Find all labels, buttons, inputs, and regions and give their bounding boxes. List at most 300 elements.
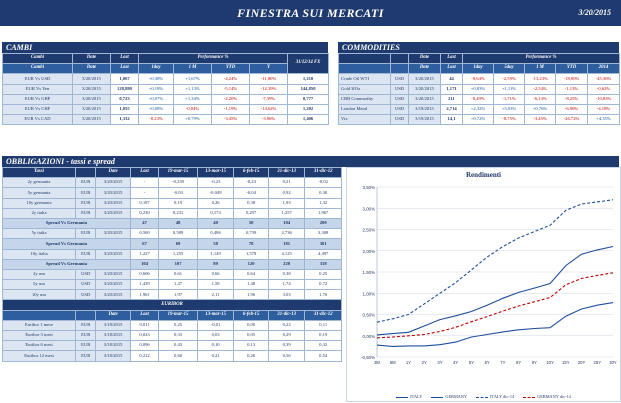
legend-item [396,394,422,399]
obbl-c2: 1,58 [197,280,234,290]
comm-name: Vix [339,115,391,125]
eur-c2: 0,21 [197,351,234,361]
cambi-name: EUR Vs CHF [3,104,73,114]
cambi-name: EUR Vs GBP [3,94,73,104]
obbl-date: 3/20/2015 [96,188,131,198]
obbl-c4: 0,92 [268,188,305,198]
comm-1day: -0,64% [463,74,494,84]
obbl-c5: 1,967 [305,208,342,218]
obbl-c5: 0,30 [305,188,342,198]
obbl-c4: 2,736 [268,229,305,239]
obbl-last: 1,961 [130,290,158,300]
obbl-col-c1: 19-mar-15 [159,168,198,178]
obbl-c1: 0,589 [159,229,198,239]
obbl-c1: 69 [159,239,198,249]
cambi-date: 3/20/2015 [73,94,111,104]
eur-col-last: Last [130,310,158,320]
table-row [339,94,620,104]
obbl-date: 3/20/2015 [96,229,131,239]
comm-col-performance: Performance % [463,54,620,64]
cambi-sub-1m: 1 M [174,64,212,74]
obbl-col-tassi: Tassi [3,168,76,178]
cambi-last: 1,055 [111,104,139,114]
header-banner [0,0,621,27]
comm-name: London Metal [339,104,391,114]
eur-col-c1: 19-mar-15 [159,310,198,320]
comm-ccy: USD [391,84,409,94]
cambi-ytd: -2,20% [212,94,250,104]
obbl-c3: 78 [234,239,269,249]
comm-last: 44 [441,74,463,84]
obbl-date: 3/20/2015 [96,249,131,259]
cambi-y: -11,80% [250,74,288,84]
comm-last: 1,171 [441,84,463,94]
comm-last: 14,1 [441,115,463,125]
comm-col-ccy [391,54,409,64]
comm-last: 211 [441,94,463,104]
obbl-date: 3/20/2015 [96,290,131,300]
table-row [3,104,329,114]
table-row [3,280,342,290]
comm-name: Crude Oil WTI [339,74,391,84]
comm-1m: +0,76% [525,104,556,114]
obbl-col-last: Last [130,168,158,178]
eur-c4: 0,22 [268,320,305,330]
obbl-last: 47 [130,218,158,228]
eur-date: 3/18/2015 [96,351,131,361]
obbl-c5: 1,32 [305,198,342,208]
obbl-c2: 40 [197,218,234,228]
eur-ccy: EUR [76,341,96,351]
obbl-c3: 120 [234,259,269,269]
obbl-c4: 0,21 [268,178,305,188]
obbl-last: - [130,188,158,198]
obbl-c4: 4,125 [268,249,305,259]
commodities-table [338,53,620,125]
section-title-obbligazioni: OBBLIGAZIONI - tassi e spread [2,156,619,167]
comm-ytd: -6,90% [556,104,588,114]
obbl-c3: 0,38 [234,198,269,208]
table-row [339,104,620,114]
cambi-fx: 1,202 [288,104,329,114]
cambi-header-row [3,54,329,64]
svg-text:9Y: 9Y [531,360,537,365]
svg-text:0,00%: 0,00% [362,333,375,339]
obbl-name: 5y usa [3,280,76,290]
obbl-c4: 220 [268,259,305,269]
comm-date: 3/20/2015 [409,84,441,94]
comm-5day: -2,59% [494,74,525,84]
table-row [3,94,329,104]
eur-name: Euribor 6 mesi [3,341,76,351]
table-row [3,208,342,218]
comm-name: CRB Commodity [339,94,391,104]
cambi-fx: 1,210 [288,74,329,84]
cambi-date: 3/20/2015 [73,104,111,114]
cambi-1m: +1,34% [174,94,212,104]
cambi-sub-1day: 1day [139,64,174,74]
comm-1day: -0,49% [463,94,494,104]
comm-1m: -3,45% [525,115,556,125]
eur-c1: 0,60 [159,351,198,361]
cambi-name: EUR Vs USD [3,74,73,84]
cambi-table [2,53,329,125]
svg-text:30Y: 30Y [609,360,617,365]
svg-text:1,00%: 1,00% [362,291,375,297]
comm-ytd: -18,00% [556,74,588,84]
eur-last: 0,212 [130,351,158,361]
obbl-c1: 1,97 [159,290,198,300]
obbl-c1: -0,239 [159,178,198,188]
comm-sub-1day: 1day [463,64,494,74]
svg-text:8Y: 8Y [516,360,522,365]
cambi-sub-y: Y [250,64,288,74]
obbl-ccy: EUR [76,229,96,239]
eur-name: Euribor 12 mesi [3,351,76,361]
cambi-date: 3/20/2015 [73,74,111,84]
table-row [3,178,342,188]
obbl-c2: 0,486 [197,229,234,239]
cambi-y: -7,39% [250,94,288,104]
legend-item [523,394,571,399]
comm-date: 3/20/2015 [409,74,441,84]
eur-date: 3/18/2015 [96,320,131,330]
comm-5day: +1,11% [494,84,525,94]
table-row [3,198,342,208]
eur-col-c3: 6-feb-15 [234,310,269,320]
obbl-c4: 104 [268,218,305,228]
chart-legend [347,394,620,399]
obbl-c4: 0,38 [268,269,305,279]
eur-last: 0,011 [130,320,158,330]
obbl-c1: 0,231 [159,208,198,218]
eur-c5: 0,11 [305,320,342,330]
obbl-c5: 4,497 [305,249,342,259]
cambi-y: -14,62% [250,104,288,114]
obbl-c4: 1,93 [268,198,305,208]
comm-date: 3/19/2015 [409,104,441,114]
comm-1m: -6,13% [525,94,556,104]
obbl-name: 2y germania [3,178,76,188]
eur-c5: 0,19 [305,331,342,341]
cambi-1day: +0,38% [139,74,174,84]
obbl-c3: 50 [234,218,269,228]
cambi-1m: +1,67% [174,74,212,84]
cambi-ytd: -1,19% [212,104,250,114]
cambi-1day: +0,07% [139,94,174,104]
obbl-c3: 1,48 [234,280,269,290]
euribor-title: EURIBOR [3,300,342,310]
svg-text:1,50%: 1,50% [362,270,375,275]
comm-5day: -1,71% [494,94,525,104]
obbl-c3: 0,739 [234,229,269,239]
comm-ccy: USD [391,104,409,114]
comm-sub-5day: 5day [494,64,525,74]
obbl-c5: 318 [305,259,342,269]
comm-1m: -13,23% [525,74,556,84]
cambi-fx: 1,406 [288,115,329,125]
eur-c4: 0,39 [268,341,305,351]
eur-last: 0,023 [130,331,158,341]
svg-text:6M: 6M [389,360,396,365]
legend-label: GERMANY [445,394,468,399]
cambi-last: 1,332 [111,115,139,125]
comm-1m: -2,54% [525,84,556,94]
obbl-spread-label: Spread Vs Germania [3,239,131,249]
svg-text:4Y: 4Y [453,360,459,365]
cambi-sub-date: Date [73,64,111,74]
obbl-spread-label: Spread Vs Germania [3,218,131,228]
chart-title: Rendimenti [466,171,501,179]
cambi-y: -3,96% [250,115,288,125]
table-row [3,188,342,198]
cambi-last: 1,067 [111,74,139,84]
cambi-1day: +0,08% [139,104,174,114]
eur-col-c2: 13-mar-15 [197,310,234,320]
eur-c4: 0,56 [268,351,305,361]
table-row [3,331,342,341]
obbl-c1: 1,255 [159,249,198,259]
legend-swatch [431,397,443,398]
obbl-c4: 1,74 [268,280,305,290]
obbl-ccy: EUR [76,198,96,208]
obbl-c2: -0,049 [197,188,234,198]
obbl-c1: 0,61 [159,269,198,279]
svg-text:-0,50%: -0,50% [361,355,375,360]
table-row [3,290,342,300]
euribor-header-row [3,310,342,320]
comm-2014: -45,36% [588,74,620,84]
obbl-last: 0,569 [130,229,158,239]
cambi-name: EUR Vs CAD [3,115,73,125]
commodities-subheader-row [339,64,620,74]
obbl-col-c5: 31-dic-12 [305,168,342,178]
comm-ytd: -26,72% [556,115,588,125]
obbl-c1: 1,47 [159,280,198,290]
svg-text:20Y: 20Y [577,360,586,365]
comm-col-date: Date [409,54,441,64]
cambi-1m: -0,04% [174,104,212,114]
table-row-spread [3,239,342,249]
comm-sub-name [339,64,391,74]
comm-col-name [339,54,391,64]
svg-text:10Y: 10Y [546,360,554,365]
comm-1day: +0,72% [463,115,494,125]
table-row [3,269,342,279]
obbl-col-ccy [76,168,96,178]
comm-2014: -0,62% [588,84,620,94]
obbl-last: 67 [130,239,158,249]
obbl-date: 3/20/2015 [96,269,131,279]
obbl-date: 3/20/2015 [96,198,131,208]
comm-1day: +0,83% [463,84,494,94]
obbl-date: 3/20/2015 [96,178,131,188]
eur-col-date: Date [96,310,131,320]
obbl-ccy: EUR [76,208,96,218]
comm-date: 3/20/2015 [409,94,441,104]
obbl-c1: -0,03 [159,188,198,198]
svg-text:3M: 3M [374,360,380,365]
comm-ccy: USD [391,74,409,84]
svg-text:25Y: 25Y [593,360,601,365]
cambi-ytd: -4,24% [212,74,250,84]
eur-col-c4: 31-dic-13 [268,310,305,320]
svg-text:3Y: 3Y [437,360,443,365]
eur-ccy: EUR [76,320,96,330]
header-date: 3/20/2015 [578,8,611,17]
obbl-c2: 0,26 [197,198,234,208]
comm-2014: -4,18% [588,104,620,114]
obbl-c4: 3,03 [268,290,305,300]
cambi-ytd: -3,45% [212,115,250,125]
comm-sub-date: Date [409,64,441,74]
obbl-c5: 0,25 [305,269,342,279]
eur-c2: -0,01 [197,320,234,330]
cambi-1day: +0,18% [139,84,174,94]
cambi-date: 3/20/2015 [73,84,111,94]
svg-text:2Y: 2Y [421,360,427,365]
cambi-last: 0,723 [111,94,139,104]
table-row [3,229,342,239]
obbl-ccy: EUR [76,249,96,259]
cambi-1day: -0,23% [139,115,174,125]
eur-name: Euribor 1 mese [3,320,76,330]
table-row [339,84,620,94]
obbl-c3: 1,96 [234,290,269,300]
section-title-commodities: COMMODITIES [338,42,619,53]
comm-1day: +2,32% [463,104,494,114]
obbl-last: 1,439 [130,280,158,290]
legend-item [476,394,514,399]
legend-swatch [523,397,535,398]
obbl-ccy: USD [76,269,96,279]
comm-ccy: USD [391,94,409,104]
cambi-subheader-row [3,64,329,74]
svg-text:0,50%: 0,50% [362,312,375,318]
comm-2014: +4,35% [588,115,620,125]
comm-ccy: USD [391,115,409,125]
obbl-last: 0,230 [130,208,158,218]
cambi-sub-cambi: Cambi [3,64,73,74]
table-row [339,74,620,84]
obbl-c5: 1,76 [305,290,342,300]
table-row [3,74,329,84]
table-row [3,341,342,351]
obbl-name: 10y usa [3,290,76,300]
comm-5day: -8,75% [494,115,525,125]
obbl-name: 10y germania [3,198,76,208]
comm-ytd: -1,13% [556,84,588,94]
eur-col-c5: 31-dic-12 [305,310,342,320]
obbl-c2: 0,173 [197,208,234,218]
eur-col-name [3,310,76,320]
svg-text:5Y: 5Y [468,360,474,365]
comm-2014: -10,83% [588,94,620,104]
obbl-c5: 3,308 [305,229,342,239]
obbl-ccy: EUR [76,188,96,198]
obbl-last: - [130,178,158,188]
obbl-last: 0,606 [130,269,158,279]
obbl-name: 2y italia [3,208,76,218]
obbl-col-c4: 31-dic-13 [268,168,305,178]
eur-c3: 0,05 [234,331,269,341]
commodities-header-row [339,54,620,64]
obbl-c3: 1,578 [234,249,269,259]
eur-c3: 0,13 [234,341,269,351]
obbl-name: 5y italia [3,229,76,239]
obbl-spread-label: Spread Vs Germania [3,259,131,269]
eur-ccy: EUR [76,351,96,361]
svg-text:3,00%: 3,00% [362,206,375,212]
cambi-1m: +1,13% [174,84,212,94]
eur-c5: 0,32 [305,341,342,351]
comm-sub-1m: 1 M [525,64,556,74]
eur-ccy: EUR [76,331,96,341]
obbl-name: 2y usa [3,269,76,279]
obbl-c4: 181 [268,239,305,249]
obbl-c2: 2,11 [197,290,234,300]
obbl-c2: 89 [197,259,234,269]
comm-sub-last: Last [441,64,463,74]
eur-name: Euribor 3 mesi [3,331,76,341]
svg-text:1Y: 1Y [405,360,412,365]
obbl-last: 104 [130,259,158,269]
table-row [339,115,620,125]
obbl-c3: -0,23 [234,178,269,188]
eur-c2: 0,10 [197,341,234,351]
obbl-c2: 1,149 [197,249,234,259]
svg-text:2,50%: 2,50% [362,227,375,233]
obbl-col-date: Date [96,168,131,178]
cambi-date: 3/20/2015 [73,115,111,125]
obbl-c1: 0,19 [159,198,198,208]
obbl-c3: 0,64 [234,269,269,279]
obbl-date: 3/20/2015 [96,208,131,218]
comm-5day: +5,03% [494,104,525,114]
eur-c3: 0,26 [234,351,269,361]
obbl-name: 10y italia [3,249,76,259]
page-title: FINESTRA SUI MERCATI [237,6,384,20]
obbl-c3: 0,297 [234,208,269,218]
obbl-date: 3/20/2015 [96,280,131,290]
obbl-c2: -0,23 [197,178,234,188]
legend-label: ITALY dic-14 [490,394,515,399]
comm-sub-2014: 2014 [588,64,620,74]
obbl-ccy: USD [76,290,96,300]
legend-label: GERMANY dic-14 [537,394,571,399]
svg-text:7Y: 7Y [500,360,506,365]
obbl-name: 5y germania [3,188,76,198]
cambi-col-last: Last [111,54,139,64]
eur-c1: 0,25 [159,320,198,330]
comm-name: Gold $/Oz [339,84,391,94]
obbl-col-c2: 13-mar-15 [197,168,234,178]
cambi-col-fx: 31/12/14 FX [288,54,329,74]
eur-col-ccy [76,310,96,320]
obbl-c1: 48 [159,218,198,228]
obbl-c5: 200 [305,218,342,228]
obbl-last: 0,187 [130,198,158,208]
euribor-title-row [3,300,342,310]
legend-item [431,394,467,399]
section-title-cambi: CAMBI [2,42,328,53]
obbl-c2: 58 [197,239,234,249]
comm-sub-ccy [391,64,409,74]
comm-last: 2,714 [441,104,463,114]
svg-text:3,50%: 3,50% [362,185,375,190]
comm-date: 3/19/2015 [409,115,441,125]
cambi-col-cambi: Cambi [3,54,73,64]
